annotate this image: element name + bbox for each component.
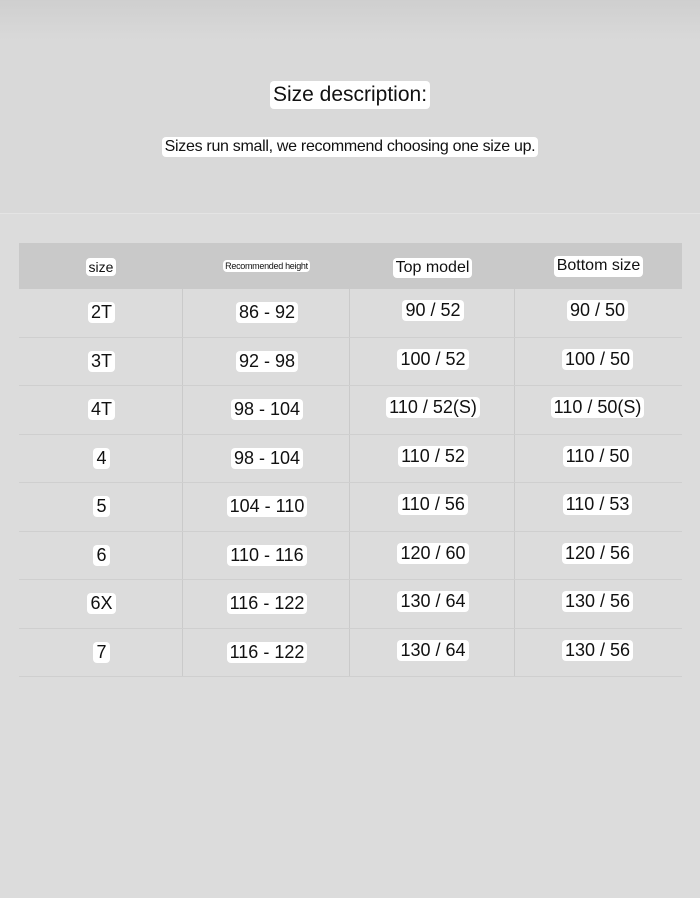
page-title: Size description: [270,81,430,109]
top-model-cell [350,289,515,337]
size-cell-value: 2T [88,302,115,323]
size-cell [19,483,183,531]
header-cell-height [183,243,350,289]
bottom-size-cell-value: 120 / 56 [562,543,633,564]
size-cell-value: 5 [93,496,109,517]
sizing-note: Sizes run small, we recommend choosing one size up. [162,137,539,157]
bottom-size-cell [515,580,682,628]
size-cell [19,532,183,580]
top-model-cell-value: 110 / 56 [398,494,468,515]
top-model-cell-value: 110 / 52 [398,446,468,467]
size-cell-value: 4 [93,448,109,469]
top-model-cell [350,338,515,386]
top-model-cell-value: 100 / 52 [397,349,468,370]
height-cell [183,435,350,483]
top-model-cell [350,435,515,483]
subtitle-container [0,137,700,157]
bottom-size-cell-value: 130 / 56 [562,640,633,661]
size-cell [19,435,183,483]
height-cell [183,532,350,580]
table-body [19,289,682,677]
header-label-bottom: Bottom size [554,256,644,276]
bottom-size-cell [515,532,682,580]
table-row [19,338,682,387]
bottom-size-cell-value: 110 / 50 [563,446,633,467]
header-label-height: Recommended height [225,260,308,271]
top-model-cell [350,386,515,434]
header-cell-size [19,243,183,289]
height-cell [183,580,350,628]
size-cell [19,386,183,434]
size-cell-value: 4T [88,399,115,420]
bottom-size-cell [515,338,682,386]
bottom-size-cell [515,289,682,337]
table-row [19,629,682,678]
height-cell-value: 116 - 122 [227,642,308,663]
size-cell-value: 6X [87,593,115,614]
height-cell-value: 98 - 104 [231,399,303,420]
bottom-size-cell-value: 110 / 53 [563,494,633,515]
table-row [19,386,682,435]
table-row [19,289,682,338]
height-cell-value: 104 - 110 [227,496,308,517]
table-row [19,532,682,581]
header-label-top: Top model [393,258,473,278]
bottom-size-cell-value: 130 / 56 [562,591,633,612]
height-cell-value: 116 - 122 [227,593,308,614]
top-model-cell-value: 110 / 52(S) [386,397,480,418]
size-cell [19,629,183,677]
height-cell [183,289,350,337]
bottom-size-cell [515,629,682,677]
top-model-cell-value: 130 / 64 [397,591,468,612]
header-cell-top [350,243,515,289]
header-label-size: size [86,258,117,276]
size-cell-value: 6 [93,545,109,566]
table-header-row [19,243,682,289]
table-row [19,435,682,484]
table-row [19,580,682,629]
top-model-cell [350,532,515,580]
height-cell [183,338,350,386]
size-cell [19,289,183,337]
height-cell-value: 86 - 92 [236,302,298,323]
top-model-cell [350,580,515,628]
bottom-size-cell-value: 100 / 50 [562,349,633,370]
size-chart-table [19,243,682,677]
title-container [0,81,700,109]
header-cell-bottom [515,243,682,289]
size-cell-value: 3T [88,351,115,372]
top-model-cell-value: 90 / 52 [402,300,463,321]
top-model-cell-value: 120 / 60 [397,543,468,564]
size-cell-value: 7 [93,642,109,663]
height-cell [183,629,350,677]
bottom-size-cell-value: 110 / 50(S) [551,397,645,418]
size-cell [19,580,183,628]
top-model-cell [350,483,515,531]
height-cell-value: 98 - 104 [231,448,303,469]
height-cell-value: 92 - 98 [236,351,298,372]
bottom-size-cell [515,435,682,483]
bottom-size-cell-value: 90 / 50 [567,300,628,321]
bottom-size-cell [515,483,682,531]
height-cell-value: 110 - 116 [227,545,306,566]
top-model-cell-value: 130 / 64 [397,640,468,661]
height-cell [183,386,350,434]
height-cell [183,483,350,531]
top-model-cell [350,629,515,677]
bottom-size-cell [515,386,682,434]
size-cell [19,338,183,386]
table-row [19,483,682,532]
